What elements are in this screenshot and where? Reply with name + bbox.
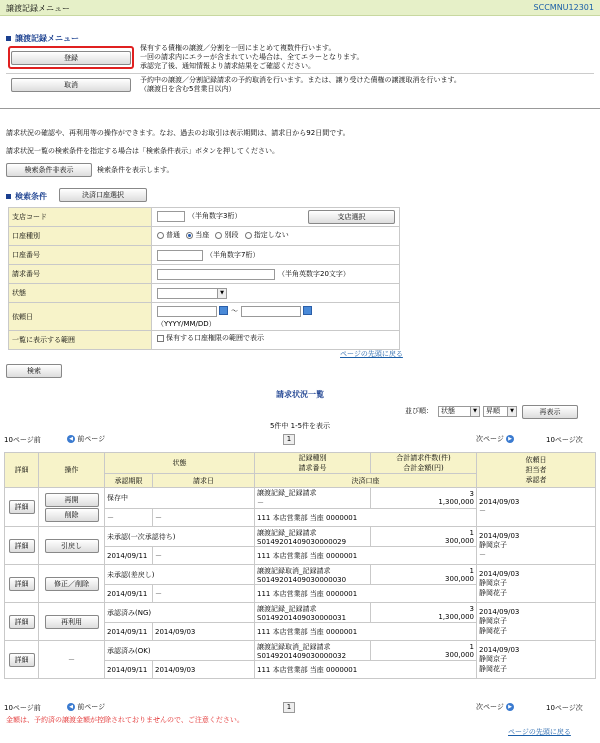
info-line-2: 請求状況一覧の検索条件を指定する場合は「検索条件表示」ボタンを押してください。 [6, 147, 279, 155]
status-select[interactable] [157, 288, 227, 299]
detail-button[interactable]: 詳細 [9, 500, 35, 514]
list-title: 請求状況一覧 [276, 390, 324, 399]
arrow-left-icon: ◀ [67, 435, 75, 443]
table-row [5, 641, 596, 661]
page-top-link-1[interactable]: ページの先頭に戻る [340, 350, 403, 358]
col-date: 依頼日 担当者 承認者 [477, 453, 596, 488]
acct-no-input[interactable] [157, 250, 203, 261]
row-acct: 111 本店営業部 当座 0000001 [255, 661, 477, 679]
info-line-1: 請求状況の確認や、再利用等の操作ができます。なお、過去のお取引は表示期間は、請求日から92日間です。 [6, 129, 350, 137]
scope-checkbox[interactable] [157, 335, 164, 342]
cancel-button[interactable]: 取消 [11, 78, 131, 92]
table-row [5, 603, 596, 623]
date-hint: （YYYY/MM/DD） [157, 320, 216, 328]
redisplay-button[interactable]: 再表示 [522, 405, 578, 419]
table-row [5, 565, 596, 585]
sort-select[interactable]: 状態 ▼ [438, 406, 480, 417]
detail-button[interactable]: 詳細 [9, 577, 35, 591]
col-settle-acct: 決済口座 [255, 474, 477, 488]
account-select-button[interactable]: 決済口座選択 [59, 188, 147, 202]
row-totals: 3 1,300,000 [371, 488, 477, 509]
row-date: 2014/09/03 静岡京子 静岡花子 [477, 565, 596, 603]
search-button[interactable]: 検索 [6, 364, 62, 378]
next10-label-top: 10ページ次 [546, 436, 583, 444]
page-header [0, 0, 600, 16]
row-acct: 111 本店営業部 当座 0000001 [255, 623, 477, 641]
next10-label-bottom: 10ページ次 [546, 704, 583, 712]
date-from-input[interactable] [157, 306, 217, 317]
next-page-link-top[interactable]: 次ページ ▶ [476, 435, 514, 444]
page-number-top[interactable]: 1 [283, 434, 295, 445]
row-reqdate: － [153, 547, 255, 565]
row-deadline: 2014/09/11 [105, 585, 153, 603]
detail-button[interactable]: 詳細 [9, 539, 35, 553]
prev10-label-bottom: 10ページ前 [4, 704, 41, 712]
table-row [5, 527, 596, 547]
toggle-search-button[interactable]: 検索条件非表示 [6, 163, 92, 177]
row-totals: 3 1,300,000 [371, 603, 477, 623]
radio-ordinary[interactable] [157, 232, 164, 239]
row-kind: 譲渡記録_記録請求 S0149201409030000029 [255, 527, 371, 547]
row-date: 2014/09/03 静岡京子 静岡花子 [477, 603, 596, 641]
row-reqdate: － [153, 585, 255, 603]
col-deadline: 承認期限 [105, 474, 153, 488]
status-label: 状態 [9, 284, 152, 303]
arrow-right-icon: ▶ [506, 435, 514, 443]
row-status: 保存中 [105, 488, 255, 509]
table-row [5, 488, 596, 509]
branch-code-hint: （半角数字3桁） [188, 212, 242, 220]
radio-unspecified[interactable] [245, 232, 252, 239]
chevron-down-icon: ▼ [217, 289, 226, 298]
date-to-input[interactable] [241, 306, 301, 317]
row-status: 未承認(一次承認待ち) [105, 527, 255, 547]
prev-page-link-bottom[interactable]: ◀ 前ページ [67, 703, 105, 712]
branch-code-label: 支店コード [9, 208, 152, 227]
cancel-desc-2: （譲渡日を含む5営業日以内） [140, 85, 236, 93]
op-none: － [68, 655, 75, 664]
page-top-link-2[interactable]: ページの先頭に戻る [508, 728, 571, 736]
screen-code: SCCMNU12301 [533, 3, 594, 12]
calendar-icon[interactable] [219, 306, 228, 315]
row-totals: 1 300,000 [371, 565, 477, 585]
row-status: 未承認(差戻し) [105, 565, 255, 585]
register-desc-2: 一回の請求内にエラーが含まれていた場合は、全てエラーとなります。 [140, 53, 364, 61]
row-deadline: 2014/09/11 [105, 661, 153, 679]
branch-code-input[interactable] [157, 211, 185, 222]
calendar-icon[interactable] [303, 306, 312, 315]
col-detail: 詳細 [5, 453, 39, 488]
request-list-table [4, 452, 596, 679]
col-kind: 記録種別 請求番号 [255, 453, 371, 474]
order-select[interactable]: 昇順 ▼ [483, 406, 517, 417]
toggle-desc: 検索条件を表示します。 [97, 166, 174, 174]
arrow-right-icon: ▶ [506, 703, 514, 711]
row-kind: 譲渡記録取消_記録請求 S0149201409030000030 [255, 565, 371, 585]
row-acct: 111 本店営業部 当座 0000001 [255, 509, 477, 527]
col-reqdate: 請求日 [153, 474, 255, 488]
page-number-bottom[interactable]: 1 [283, 702, 295, 713]
result-count: 5件中 1-5件を表示 [269, 422, 331, 430]
acct-type-radios: 普通 当座 別段 指定しない [157, 231, 289, 240]
row-date: 2014/09/03 静岡京子 － [477, 527, 596, 565]
row-kind: 譲渡記録_記録請求 S0149201409030000031 [255, 603, 371, 623]
acct-no-hint: （半角数字7桁） [206, 251, 260, 259]
square-bullet-icon [6, 194, 11, 199]
detail-button[interactable]: 詳細 [9, 653, 35, 667]
row-status: 承認済み(NG) [105, 603, 255, 623]
op-button[interactable]: 削除 [45, 508, 99, 522]
acct-no-label: 口座番号 [9, 246, 152, 265]
scope-checkbox-row: 保有する口座権限の範囲で表示 [157, 334, 264, 343]
op-button[interactable]: 再利用 [45, 615, 99, 629]
register-desc-1: 保有する債権の譲渡／分割を一回にまとめて複数件行います。 [140, 44, 336, 52]
cancel-desc-1: 予約中の譲渡／分割記録請求の予約取消を行います。または、譲り受けた債権の譲渡取消を行います。 [140, 76, 461, 84]
branch-select-button[interactable]: 支店選択 [308, 210, 395, 224]
chevron-down-icon: ▼ [470, 407, 479, 416]
row-reqdate: － [153, 509, 255, 527]
op-button[interactable]: 再開 [45, 493, 99, 507]
detail-button[interactable]: 詳細 [9, 615, 35, 629]
row-reqdate: 2014/09/03 [153, 623, 255, 641]
row-deadline: 2014/09/11 [105, 547, 153, 565]
next-page-link-bottom[interactable]: 次ページ ▶ [476, 703, 514, 712]
row-date: 2014/09/03 － [477, 488, 596, 527]
arrow-left-icon: ◀ [67, 703, 75, 711]
col-op: 操作 [39, 453, 105, 488]
col-status: 状態 [105, 453, 255, 474]
search-section-title: 検索条件 [6, 191, 47, 202]
page-title: 譲渡記録メニュー [6, 4, 70, 13]
radio-special[interactable] [215, 232, 222, 239]
sort-label: 並び順： [405, 407, 433, 415]
menu-section-title: 譲渡記録メニュー [6, 33, 79, 44]
row-status: 承認済み(OK) [105, 641, 255, 661]
date-separator: ～ [231, 307, 238, 315]
radio-current[interactable] [186, 232, 193, 239]
col-totals: 合計請求件数(件) 合計金額(円) [371, 453, 477, 474]
op-button[interactable]: 引戻し [45, 539, 99, 553]
row-deadline: － [105, 509, 153, 527]
row-totals: 1 300,000 [371, 527, 477, 547]
amount-warning: 金額は、予約済の譲渡金額が控除されておりませんので、ご注意ください。 [6, 716, 244, 724]
chevron-down-icon: ▼ [507, 407, 516, 416]
prev10-label-top: 10ページ前 [4, 436, 41, 444]
row-acct: 111 本店営業部 当座 0000001 [255, 585, 477, 603]
register-desc-3: 承認完了後、通知情報より請求結果をご確認ください。 [140, 62, 315, 70]
row-reqdate: 2014/09/03 [153, 661, 255, 679]
row-totals: 1 300,000 [371, 641, 477, 661]
date-label: 依頼日 [9, 303, 152, 331]
row-kind: 譲渡記録_記録請求 － [255, 488, 371, 509]
row-deadline: 2014/09/11 [105, 623, 153, 641]
req-no-label: 請求番号 [9, 265, 152, 284]
acct-type-label: 口座種別 [9, 227, 152, 246]
op-button[interactable]: 修正／削除 [45, 577, 99, 591]
row-acct: 111 本店営業部 当座 0000001 [255, 547, 477, 565]
square-bullet-icon [6, 36, 11, 41]
row-date: 2014/09/03 静岡京子 静岡花子 [477, 641, 596, 679]
row-kind: 譲渡記録取消_記録請求 S0149201409030000032 [255, 641, 371, 661]
req-no-input[interactable] [157, 269, 275, 280]
prev-page-link-top[interactable]: ◀ 前ページ [67, 435, 105, 444]
scope-label: 一覧に表示する範囲 [9, 331, 152, 350]
register-button[interactable]: 登録 [11, 51, 131, 65]
req-no-hint: （半角英数字20文字） [278, 270, 350, 278]
